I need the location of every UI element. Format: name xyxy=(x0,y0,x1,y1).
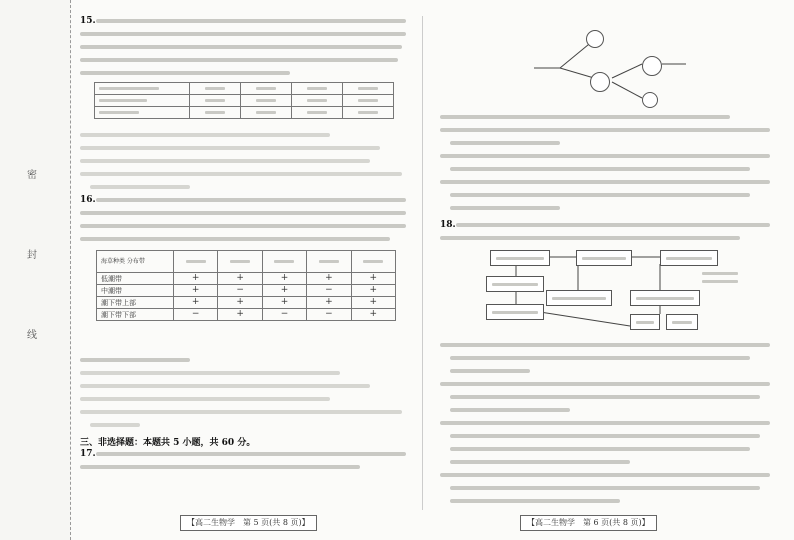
question-16-option xyxy=(90,423,140,427)
node-efferent-nerve-b xyxy=(630,290,700,306)
question-18-part-line xyxy=(450,395,760,399)
question-15-option xyxy=(80,172,402,176)
question-17-part-line xyxy=(440,180,770,184)
immune-process-diagram xyxy=(500,16,720,106)
page-6-footer: 【高二生物学 第 6 页(共 8 页)】 xyxy=(520,515,657,531)
question-15-text-line xyxy=(80,71,290,75)
question-17-part-line xyxy=(450,193,750,197)
question-16-text-line xyxy=(96,198,406,202)
right-column xyxy=(440,16,782,510)
question-15-data-table xyxy=(94,82,394,119)
question-15-number: 15. xyxy=(80,16,96,26)
table-row: 中潮带 + − + − + xyxy=(97,285,396,297)
question-15-option xyxy=(90,185,190,189)
question-15-text-line xyxy=(96,19,406,23)
question-17-text-line xyxy=(80,465,360,469)
question-16-number: 16. xyxy=(80,195,96,205)
question-17-part-line xyxy=(440,154,770,158)
question-17-number: 17. xyxy=(80,449,96,459)
node-efferent-nerve-a xyxy=(546,290,612,306)
cell-3-circle xyxy=(590,72,610,92)
node-heart xyxy=(630,314,660,330)
node-afferent-nerve xyxy=(486,276,544,292)
question-18-text-line xyxy=(456,223,770,227)
question-16-option xyxy=(80,397,330,401)
question-17-part-line xyxy=(440,115,730,119)
question-18-part-line xyxy=(440,343,770,347)
question-16-text-line xyxy=(80,224,406,228)
diagram-legend-line xyxy=(702,272,738,275)
question-15-text-line xyxy=(80,45,402,49)
table-row: 潮下带下部 − + − − + xyxy=(97,309,396,321)
question-16-text-line xyxy=(80,211,406,215)
cell-4-circle xyxy=(642,56,662,76)
regulation-diagram xyxy=(480,248,740,340)
question-17-text-line xyxy=(96,452,406,456)
node-center-a xyxy=(490,250,550,266)
question-18-text-line xyxy=(440,236,740,240)
question-18-part-line xyxy=(450,486,760,490)
question-18-part-line xyxy=(450,434,760,438)
question-18-part-line xyxy=(450,369,530,373)
question-17-part-line xyxy=(450,206,560,210)
left-column xyxy=(80,16,410,510)
seal-line-mark: 密 xyxy=(27,170,37,181)
table-row: 潮下带上部 + + + + + xyxy=(97,297,396,309)
table-header-corner: 海草种类 分布带 xyxy=(97,251,174,273)
node-blood-vessel xyxy=(666,314,698,330)
binding-margin xyxy=(0,0,71,540)
question-18-part-line xyxy=(440,382,770,386)
page-5-footer: 【高二生物学 第 5 页(共 8 页)】 xyxy=(180,515,317,531)
seal-line-mark: 封 xyxy=(27,250,37,261)
question-18-part-line xyxy=(450,447,750,451)
section-three-heading: 三、非选择题：本题共 5 小题，共 60 分。 xyxy=(80,438,256,448)
question-17-part-line xyxy=(450,141,560,145)
question-16-note xyxy=(80,358,190,362)
diagram-legend-line xyxy=(702,280,738,283)
question-16-text-line xyxy=(80,237,390,241)
node-center-c xyxy=(660,250,718,266)
question-15-text-line xyxy=(80,58,398,62)
question-17-part-line xyxy=(440,128,770,132)
question-18-part-line xyxy=(450,460,630,464)
question-18-part-line xyxy=(440,473,770,477)
seagrass-distribution-table xyxy=(96,250,396,321)
node-baroreceptor xyxy=(486,304,544,320)
question-16-option xyxy=(80,410,402,414)
question-16-option xyxy=(80,384,370,388)
question-18-part-line xyxy=(450,356,750,360)
question-15-option xyxy=(80,159,370,163)
question-18-part-line xyxy=(450,408,570,412)
question-15-option xyxy=(80,146,380,150)
seal-line-mark: 线 xyxy=(27,330,37,341)
question-18-part-line xyxy=(440,421,770,425)
cell-5-circle xyxy=(642,92,658,108)
question-15-text-line xyxy=(80,32,406,36)
question-18-part-line xyxy=(450,499,620,503)
cell-1-circle xyxy=(586,30,604,48)
table-row: 低潮带 + + + + + xyxy=(97,273,396,285)
immune-diagram-arrows xyxy=(500,16,720,106)
page-divider xyxy=(422,16,423,510)
question-17-part-line xyxy=(450,167,750,171)
question-16-option xyxy=(80,371,340,375)
node-center-b xyxy=(576,250,632,266)
question-15-option xyxy=(80,133,330,137)
question-18-number: 18. xyxy=(440,220,456,230)
